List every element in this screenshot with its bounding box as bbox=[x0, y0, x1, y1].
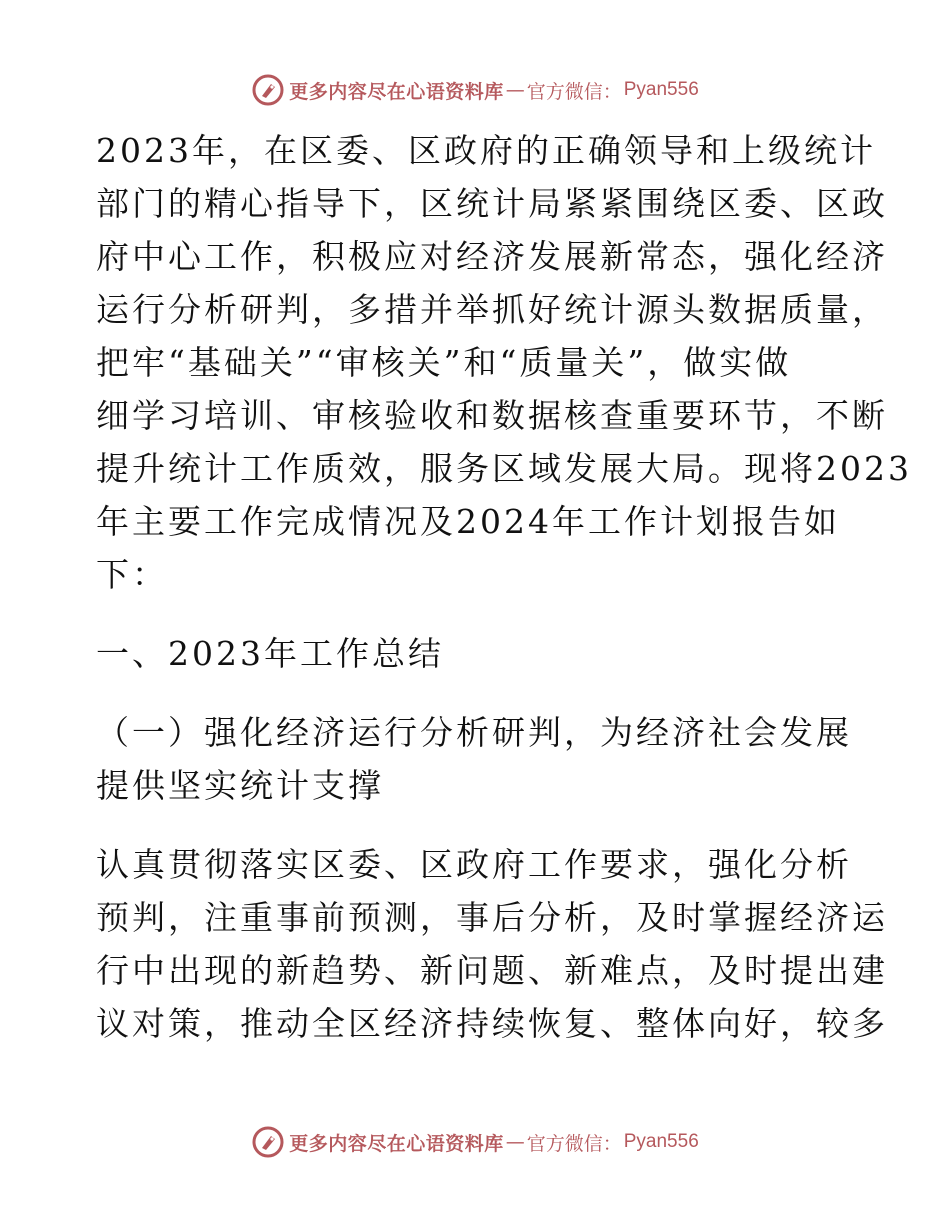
text-line: 运行分析研判，多措并举抓好统计源头数据质量， bbox=[96, 290, 888, 329]
pen-nib-circle-icon bbox=[251, 73, 285, 107]
text-line: 下： bbox=[96, 555, 168, 594]
footer-watermark bbox=[0, 1122, 950, 1162]
text-line: 预判，注重事前预测，事后分析，及时掌握经济运 bbox=[96, 898, 888, 937]
text-line: （一）强化经济运行分析研判，为经济社会发展 bbox=[96, 713, 852, 752]
header-watermark bbox=[0, 70, 950, 110]
banner-dash: — bbox=[505, 1131, 525, 1153]
text-line: 把牢“基础关”“审核关”和“质量关”，做实做 bbox=[96, 343, 792, 382]
banner-wechat-handle: Pyan556 bbox=[623, 79, 699, 100]
text-line: 细学习培训、审核验收和数据核查重要环节，不断 bbox=[96, 396, 888, 435]
banner-wechat-label: 官方微信： bbox=[526, 80, 622, 103]
banner-wechat-handle: Pyan556 bbox=[623, 1131, 699, 1152]
text-line: 部门的精心指导下，区统计局紧紧围绕区委、区政 bbox=[96, 184, 888, 223]
text-line: 认真贯彻落实区委、区政府工作要求，强化分析 bbox=[96, 845, 852, 884]
section-heading: 一、2023年工作总结 bbox=[96, 634, 444, 673]
intro-paragraph bbox=[96, 124, 912, 601]
subsection-heading bbox=[96, 706, 866, 812]
text-line: 2023年，在区委、区政府的正确领导和上级统计 bbox=[96, 131, 876, 170]
text-line: 议对策，推动全区经济持续恢复、整体向好，较多 bbox=[96, 1004, 888, 1043]
document-body bbox=[96, 124, 912, 1050]
banner-wechat-label: 官方微信： bbox=[526, 1132, 622, 1155]
banner-brand: 更多内容尽在心语资料库 bbox=[289, 1132, 504, 1155]
text-line: 提升统计工作质效，服务区域发展大局。现将2023 bbox=[96, 449, 912, 488]
text-line: 府中心工作，积极应对经济发展新常态，强化经济 bbox=[96, 237, 888, 276]
banner-brand: 更多内容尽在心语资料库 bbox=[289, 80, 504, 103]
body-paragraph bbox=[96, 838, 888, 1050]
banner-dash: — bbox=[505, 79, 525, 101]
pen-nib-circle-icon bbox=[251, 1125, 285, 1159]
text-line: 行中出现的新趋势、新问题、新难点，及时提出建 bbox=[96, 951, 888, 990]
text-line: 提供坚实统计支撑 bbox=[96, 766, 384, 805]
text-line: 年主要工作完成情况及2024年工作计划报告如 bbox=[96, 502, 840, 541]
